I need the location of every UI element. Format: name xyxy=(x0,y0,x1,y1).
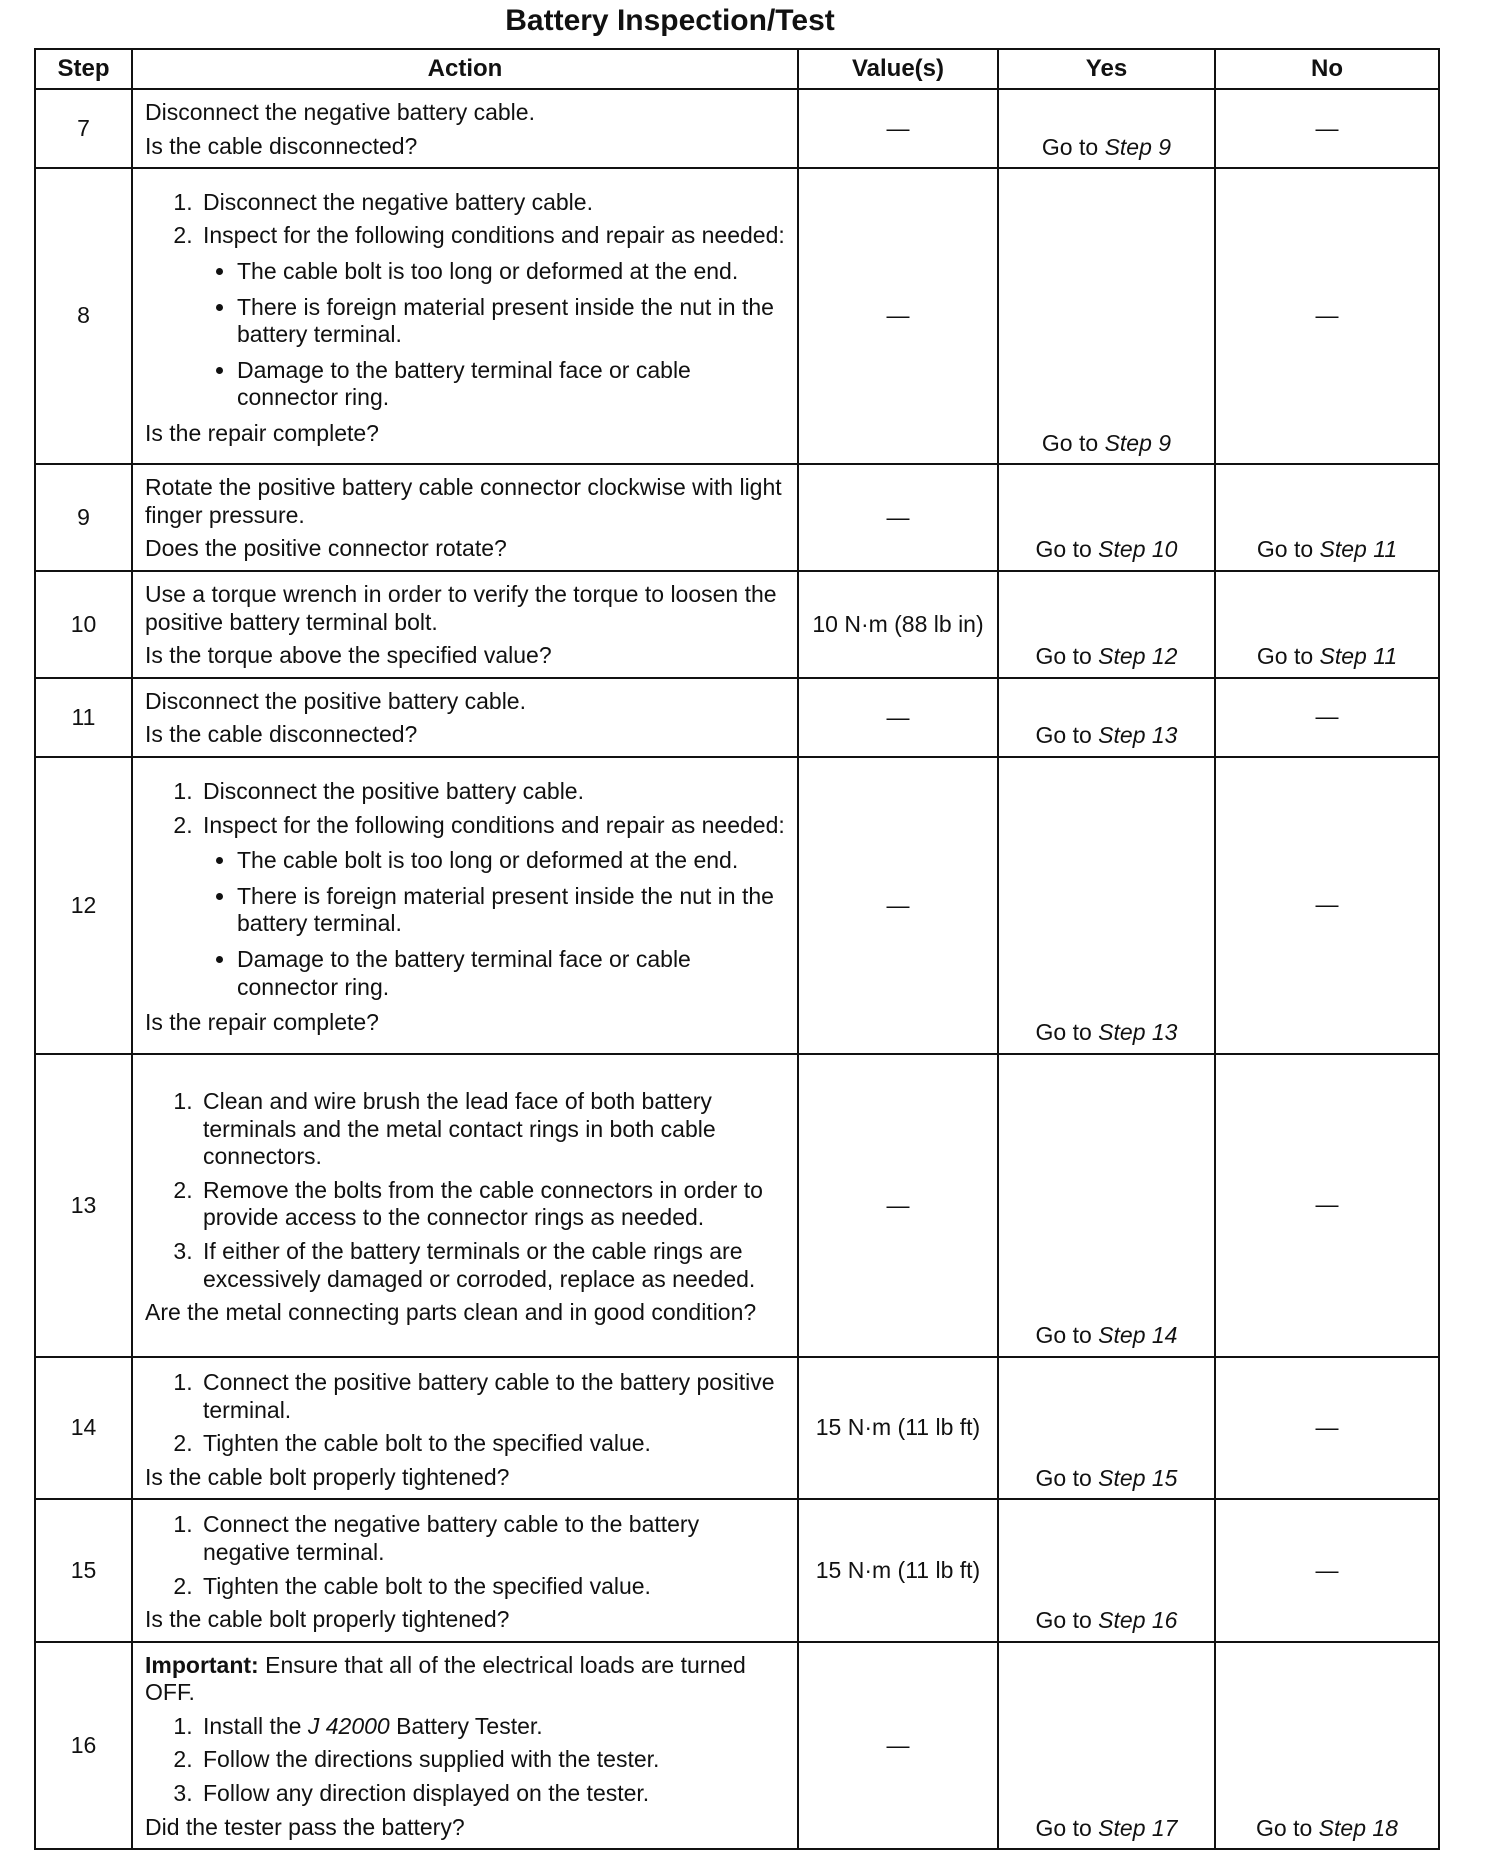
value-cell: — xyxy=(798,168,998,464)
action-question: Is the cable bolt properly tightened? xyxy=(145,1463,510,1490)
action-cell xyxy=(132,1054,798,1357)
condition-item: • The cable bolt is too long or deformed at the end. xyxy=(237,847,789,875)
condition-item: • The cable bolt is too long or deformed at the end. xyxy=(237,258,789,286)
action-question: Are the metal connecting parts clean and in good condition? xyxy=(145,1299,757,1326)
condition-item: • Damage to the battery terminal face or cable connector ring. xyxy=(237,357,789,412)
yes-cell xyxy=(998,1499,1215,1641)
no-value: — xyxy=(1315,703,1339,730)
action-step-item: 3. Follow any direction displayed on the tester. xyxy=(199,1780,789,1808)
yes-goto xyxy=(999,1322,1214,1350)
action-question: Is the repair complete? xyxy=(145,419,379,446)
goto-label: Go to xyxy=(1035,1607,1092,1634)
goto-label: Go to xyxy=(1256,536,1314,563)
action-step-item xyxy=(199,1713,789,1741)
yes-goto xyxy=(999,643,1214,671)
goto-label: Go to xyxy=(1035,1019,1092,1046)
step-number: 7 xyxy=(35,89,132,168)
no-goto xyxy=(1216,643,1438,671)
yes-goto xyxy=(999,1019,1214,1047)
action-step-item: 1. Connect the negative battery cable to the battery negative terminal. xyxy=(199,1511,789,1566)
step-reference: Step 13 xyxy=(1098,722,1178,749)
yes-goto xyxy=(999,1465,1214,1493)
goto-label: Go to xyxy=(1035,643,1092,670)
no-cell xyxy=(1215,678,1439,757)
action-step-item: 2. Remove the bolts from the cable connectors in order to provide access to the connector rings as needed. xyxy=(199,1177,789,1232)
no-cell xyxy=(1215,757,1439,1054)
action-step-item xyxy=(199,222,789,412)
yes-cell xyxy=(998,678,1215,757)
table-header-row xyxy=(35,49,1439,89)
yes-goto xyxy=(999,1607,1214,1635)
goto-label: Go to xyxy=(1256,1814,1313,1841)
important-label: Important: xyxy=(145,1651,259,1678)
no-cell xyxy=(1215,168,1439,464)
condition-item: • There is foreign material present inside the nut in the battery terminal. xyxy=(237,294,789,349)
table-row-step-7 xyxy=(35,89,1439,168)
table-row-step-9 xyxy=(35,464,1439,571)
step-number: 15 xyxy=(35,1499,132,1641)
action-question: Is the cable bolt properly tightened? xyxy=(145,1606,510,1633)
yes-cell xyxy=(998,1054,1215,1357)
value-cell: — xyxy=(798,757,998,1054)
action-steps-list xyxy=(145,1088,789,1293)
no-cell xyxy=(1215,571,1439,678)
action-cell xyxy=(132,1357,798,1499)
no-cell xyxy=(1215,1642,1439,1850)
no-value: — xyxy=(1315,114,1339,141)
table-row-step-12 xyxy=(35,757,1439,1054)
yes-goto xyxy=(999,430,1214,458)
value-cell: 10 N·m (88 lb in) xyxy=(798,571,998,678)
action-text: Disconnect the positive battery cable. xyxy=(145,687,526,714)
action-question: Is the cable disconnected? xyxy=(145,132,418,159)
no-cell xyxy=(1215,464,1439,571)
action-step-text: Install the xyxy=(203,1712,302,1739)
action-cell xyxy=(132,168,798,464)
table-row-step-16 xyxy=(35,1642,1439,1850)
value-cell: — xyxy=(798,1642,998,1850)
action-cell xyxy=(132,1642,798,1850)
action-cell xyxy=(132,571,798,678)
no-goto xyxy=(1216,1815,1438,1843)
procedure-table xyxy=(34,48,1440,1850)
step-number: 11 xyxy=(35,678,132,757)
yes-goto xyxy=(999,134,1214,162)
action-cell xyxy=(132,1499,798,1641)
no-value: — xyxy=(1315,891,1339,918)
step-number: 12 xyxy=(35,757,132,1054)
column-header-yes: Yes xyxy=(998,49,1215,89)
condition-item: • There is foreign material present inside the nut in the battery terminal. xyxy=(237,883,789,938)
action-step-text: Inspect for the following conditions and repair as needed: xyxy=(203,811,785,838)
step-reference: Step 14 xyxy=(1098,1322,1178,1349)
step-reference: Step 9 xyxy=(1104,429,1172,456)
step-reference: Step 11 xyxy=(1319,536,1398,563)
step-reference: Step 16 xyxy=(1098,1607,1178,1634)
action-steps-list xyxy=(145,1713,789,1808)
step-reference: Step 13 xyxy=(1098,1019,1178,1046)
goto-label: Go to xyxy=(1041,133,1099,160)
yes-cell xyxy=(998,89,1215,168)
goto-label: Go to xyxy=(1256,643,1314,670)
goto-label: Go to xyxy=(1035,536,1092,563)
action-step-item: 1. Clean and wire brush the lead face of both battery terminals and the metal contact rings in both cable connectors. xyxy=(199,1088,789,1171)
action-question: Is the repair complete? xyxy=(145,1009,379,1036)
column-header-step: Step xyxy=(35,49,132,89)
yes-cell xyxy=(998,168,1215,464)
table-row-step-8 xyxy=(35,168,1439,464)
no-cell xyxy=(1215,1054,1439,1357)
condition-list xyxy=(203,258,789,412)
column-header-values: Value(s) xyxy=(798,49,998,89)
step-number: 9 xyxy=(35,464,132,571)
step-reference: Step 10 xyxy=(1098,536,1178,563)
action-text: Use a torque wrench in order to verify the torque to loosen the positive battery terminal bolt. xyxy=(145,580,777,635)
action-cell xyxy=(132,678,798,757)
step-number: 10 xyxy=(35,571,132,678)
no-cell xyxy=(1215,1499,1439,1641)
yes-cell xyxy=(998,1642,1215,1850)
action-step-item: 1. Disconnect the negative battery cable. xyxy=(199,189,789,217)
no-cell xyxy=(1215,89,1439,168)
value-cell: 15 N·m (11 lb ft) xyxy=(798,1499,998,1641)
action-cell xyxy=(132,757,798,1054)
action-question: Is the torque above the specified value? xyxy=(145,642,552,669)
step-reference: Step 17 xyxy=(1098,1814,1178,1841)
step-reference: Step 11 xyxy=(1319,643,1398,670)
step-reference: Step 15 xyxy=(1098,1464,1178,1491)
goto-label: Go to xyxy=(1035,1464,1092,1491)
no-goto xyxy=(1216,536,1438,564)
goto-label: Go to xyxy=(1035,1322,1092,1349)
action-steps-list xyxy=(145,189,789,412)
step-number: 14 xyxy=(35,1357,132,1499)
table-row-step-10 xyxy=(35,571,1439,678)
no-value: — xyxy=(1315,1414,1339,1441)
value-cell: — xyxy=(798,678,998,757)
yes-cell xyxy=(998,757,1215,1054)
goto-label: Go to xyxy=(1035,722,1092,749)
action-question: Does the positive connector rotate? xyxy=(145,535,507,562)
goto-label: Go to xyxy=(1041,429,1099,456)
no-value: — xyxy=(1315,1556,1339,1583)
action-step-item: 1. Connect the positive battery cable to the battery positive terminal. xyxy=(199,1369,789,1424)
step-reference: Step 12 xyxy=(1098,643,1178,670)
action-steps-list xyxy=(145,1369,789,1458)
important-note xyxy=(145,1652,789,1707)
column-header-no: No xyxy=(1215,49,1439,89)
action-question: Did the tester pass the battery? xyxy=(145,1813,465,1840)
yes-goto xyxy=(999,1815,1214,1843)
table-row-step-11 xyxy=(35,678,1439,757)
step-reference: Step 18 xyxy=(1318,1814,1398,1841)
table-row-step-13 xyxy=(35,1054,1439,1357)
action-steps-list xyxy=(145,1511,789,1600)
yes-cell xyxy=(998,464,1215,571)
table-row-step-15 xyxy=(35,1499,1439,1641)
condition-list xyxy=(203,847,789,1001)
action-step-item: 2. Follow the directions supplied with the tester. xyxy=(199,1746,789,1774)
condition-item: • Damage to the battery terminal face or cable connector ring. xyxy=(237,946,789,1001)
step-number: 16 xyxy=(35,1642,132,1850)
action-step-item: 2. Tighten the cable bolt to the specified value. xyxy=(199,1430,789,1458)
action-step-item: 3. If either of the battery terminals or the cable rings are excessively damaged or corroded, replace as needed. xyxy=(199,1238,789,1293)
value-cell: — xyxy=(798,1054,998,1357)
action-steps-list xyxy=(145,778,789,1001)
no-value: — xyxy=(1315,1191,1339,1218)
yes-goto xyxy=(999,722,1214,750)
step-number: 13 xyxy=(35,1054,132,1357)
action-question: Is the cable disconnected? xyxy=(145,721,418,748)
action-text: Rotate the positive battery cable connector clockwise with light finger pressure. xyxy=(145,474,782,528)
step-number: 8 xyxy=(35,168,132,464)
tool-reference: J 42000 xyxy=(307,1712,390,1739)
table-row-step-14 xyxy=(35,1357,1439,1499)
action-cell xyxy=(132,464,798,571)
action-cell xyxy=(132,89,798,168)
action-text: Disconnect the negative battery cable. xyxy=(145,99,535,125)
step-reference: Step 9 xyxy=(1104,133,1172,160)
action-step-text: Inspect for the following conditions and repair as needed: xyxy=(203,222,785,249)
page-title: Battery Inspection/Test xyxy=(505,4,835,37)
value-cell: — xyxy=(798,89,998,168)
yes-cell xyxy=(998,571,1215,678)
important-text: Ensure that all of the electrical loads are turned OFF. xyxy=(145,1651,746,1706)
value-cell: — xyxy=(798,464,998,571)
value-cell: 15 N·m (11 lb ft) xyxy=(798,1357,998,1499)
action-step-item: 2. Tighten the cable bolt to the specified value. xyxy=(199,1573,789,1601)
action-step-item: 1. Disconnect the positive battery cable. xyxy=(199,778,789,806)
yes-goto xyxy=(999,536,1214,564)
column-header-action: Action xyxy=(132,49,798,89)
no-value: — xyxy=(1315,302,1339,329)
yes-cell xyxy=(998,1357,1215,1499)
goto-label: Go to xyxy=(1035,1814,1092,1841)
no-cell xyxy=(1215,1357,1439,1499)
action-step-item xyxy=(199,812,789,1002)
action-step-text: Battery Tester. xyxy=(396,1712,543,1739)
